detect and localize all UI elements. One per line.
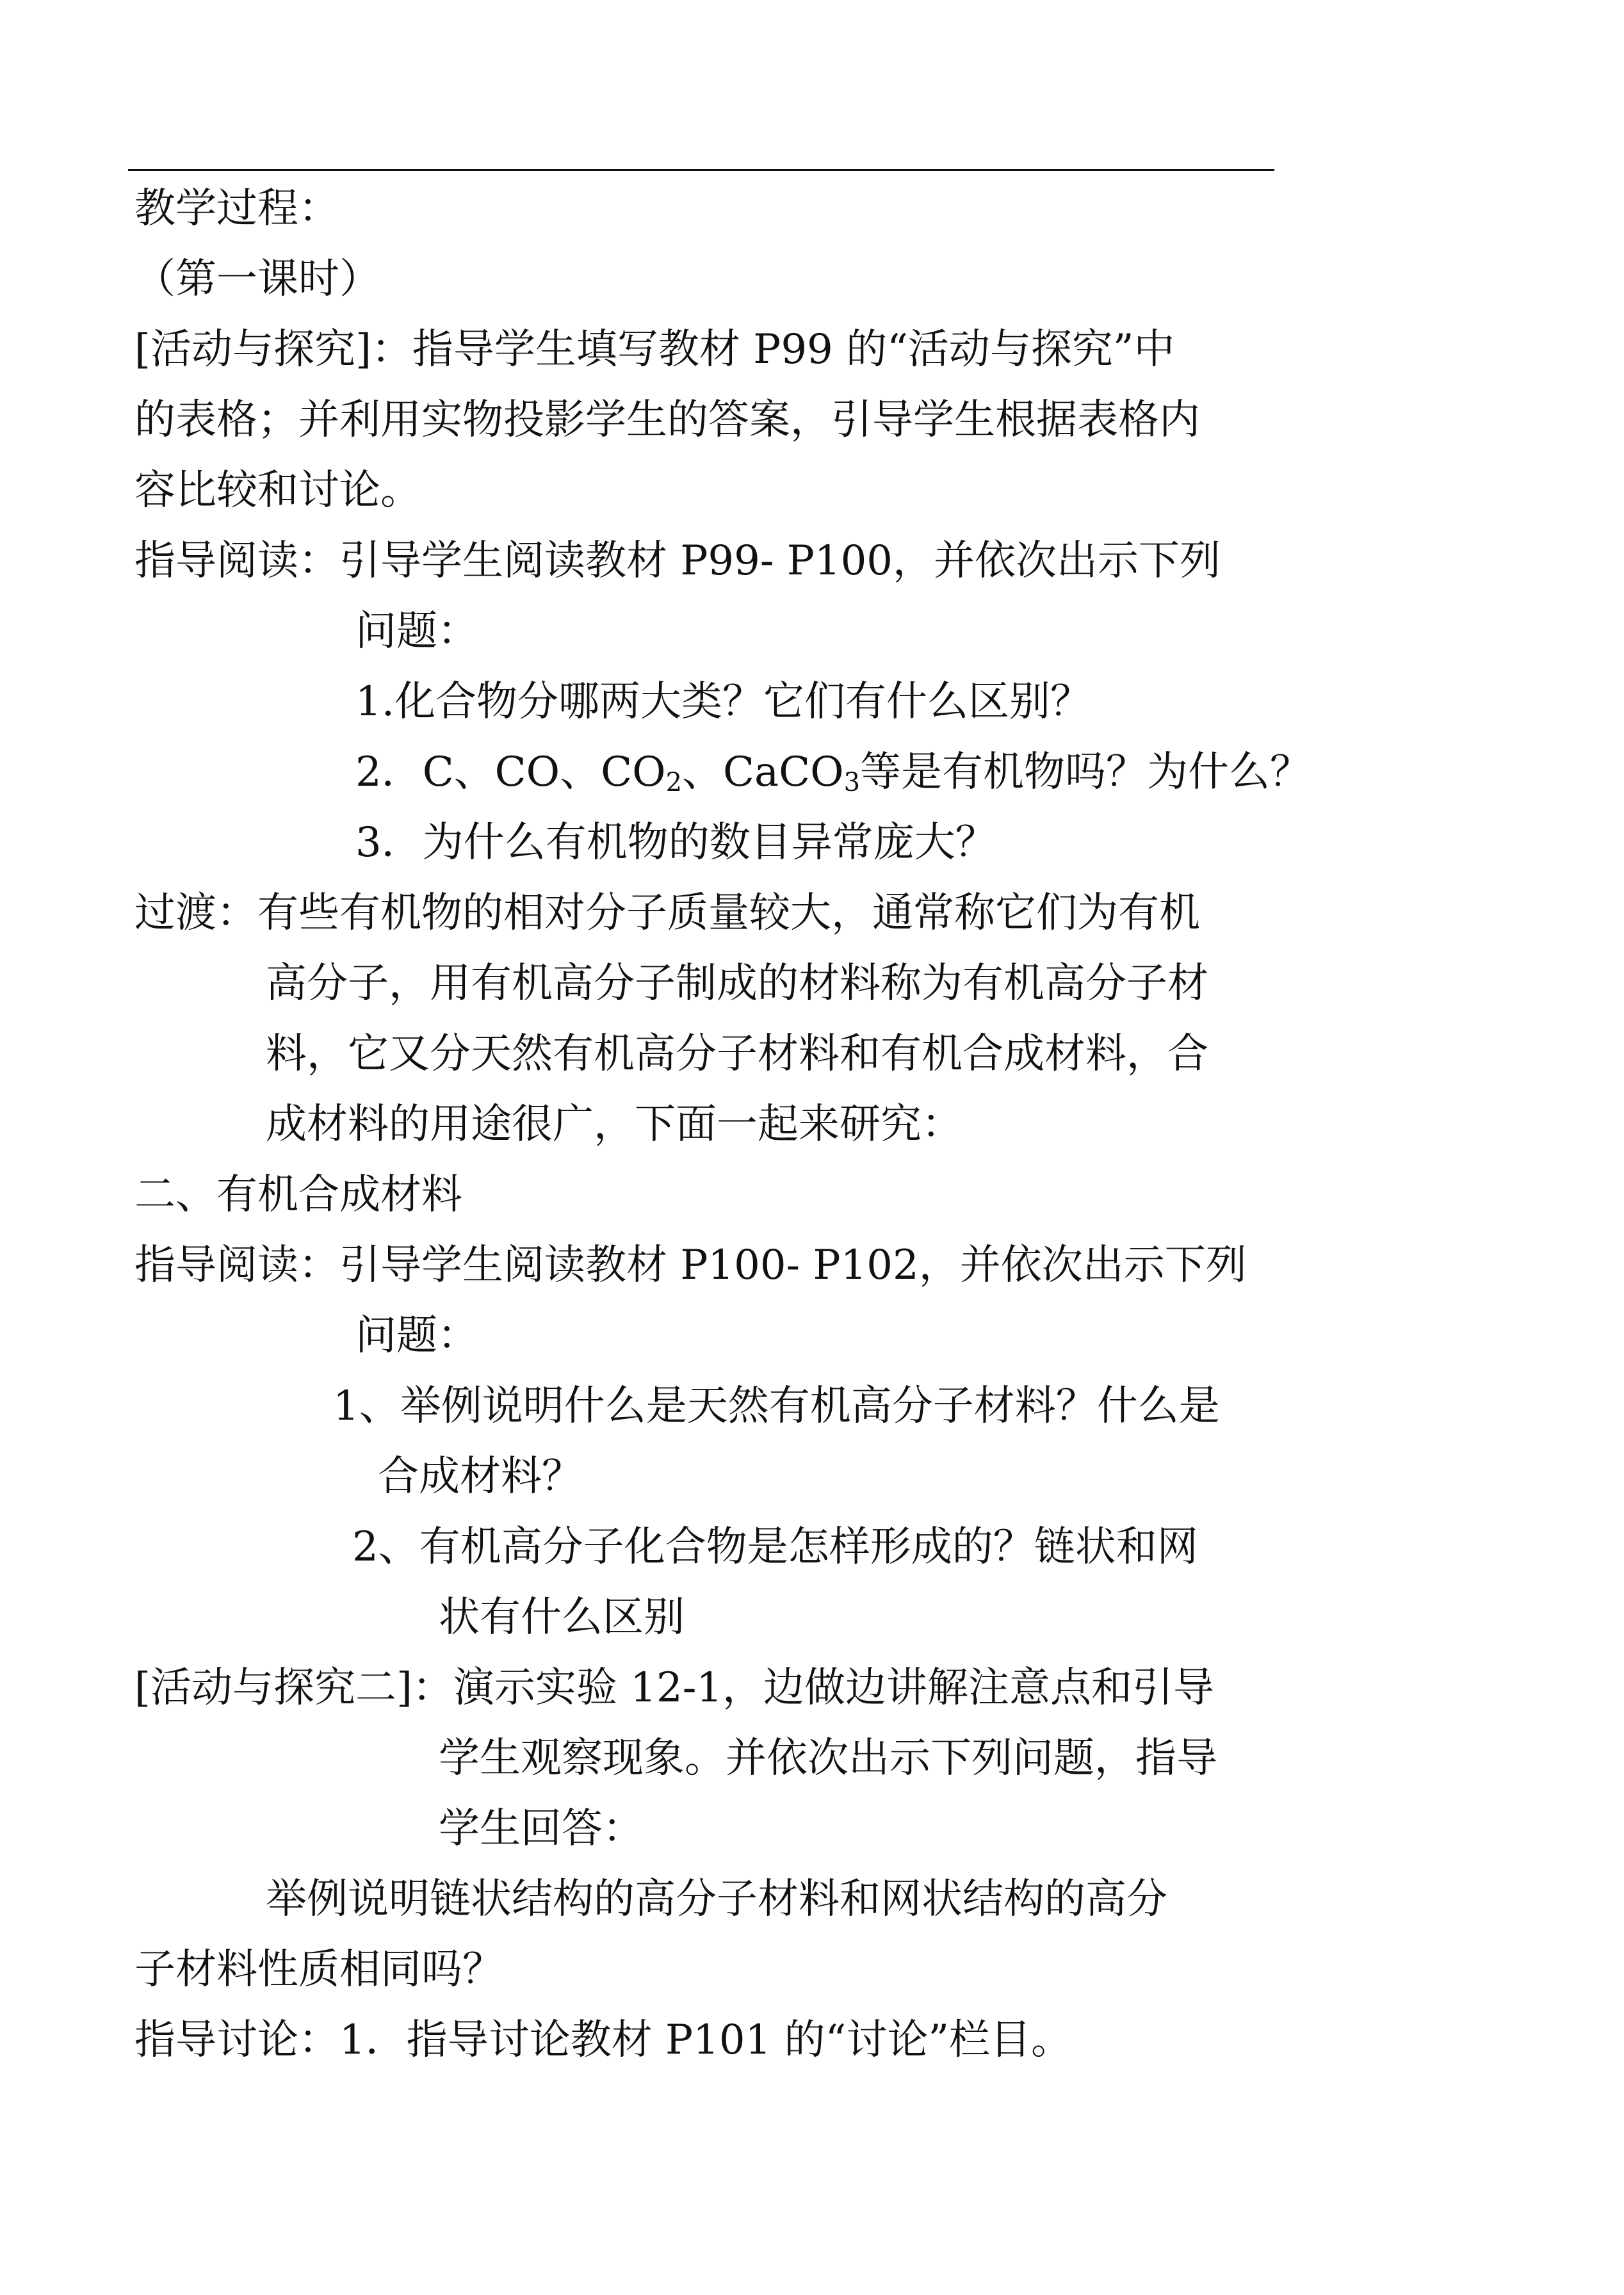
lesson-heading: 教学过程： xyxy=(134,185,339,232)
activity1-line3: 容比较和讨论。 xyxy=(134,467,421,514)
activity1-line1: [活动与探究]：指导学生填写教材 P99 的“活动与探究”中 xyxy=(134,326,1175,373)
reading1-line1: 指导阅读：引导学生阅读教材 P99- P100，并依次出示下列 xyxy=(134,537,1221,585)
question-line1: 举例说明链状结构的高分子材料和网状结构的高分 xyxy=(266,1876,1167,1923)
reading1-question-1: 1.化合物分哪两大类？它们有什么区别？ xyxy=(355,678,1092,726)
transition-line3: 料，它又分天然有机高分子材料和有机合成材料，合 xyxy=(266,1030,1208,1078)
q2-suffix: 等是有机物吗？为什么？ xyxy=(860,749,1311,796)
activity2-line1: [活动与探究二]：演示实验 12-1，边做边讲解注意点和引导 xyxy=(134,1664,1215,1712)
reading2-question-2-line2: 状有什么区别 xyxy=(439,1594,685,1641)
session-label: （第一课时） xyxy=(134,255,380,303)
activity2-line3: 学生回答： xyxy=(439,1805,644,1853)
reading1-question-3: 3．为什么有机物的数目异常庞大？ xyxy=(355,819,996,866)
reading2-question-2-line1: 2、有机高分子化合物是怎样形成的？链状和网 xyxy=(352,1523,1198,1571)
transition-line2: 高分子，用有机高分子制成的材料称为有机高分子材 xyxy=(266,960,1208,1007)
reading2-question-1-line1: 1、举例说明什么是天然有机高分子材料？什么是 xyxy=(333,1383,1220,1430)
section2-title: 二、有机合成材料 xyxy=(134,1171,462,1219)
q2-prefix: 2．C、CO、CO xyxy=(355,749,666,796)
q2-subscript-2: 3 xyxy=(843,768,861,797)
header-rule xyxy=(128,169,1274,171)
activity1-line2: 的表格；并利用实物投影学生的答案，引导学生根据表格内 xyxy=(134,396,1200,444)
q2-subscript-1: 2 xyxy=(665,768,683,797)
q2-mid: 、CaCO xyxy=(682,749,844,796)
reading1-line2: 问题： xyxy=(355,608,478,655)
question-line2: 子材料性质相同吗？ xyxy=(134,1946,503,1993)
reading2-question-1-line2: 合成材料？ xyxy=(378,1453,583,1500)
transition-line4: 成材料的用途很广，下面一起来研究： xyxy=(266,1101,962,1148)
reading2-line1: 指导阅读：引导学生阅读教材 P100- P102，并依次出示下列 xyxy=(134,1242,1247,1289)
reading1-question-2 xyxy=(355,747,1311,798)
transition-line1: 过渡：有些有机物的相对分子质量较大，通常称它们为有机 xyxy=(134,889,1200,937)
reading2-line2: 问题： xyxy=(355,1312,478,1359)
activity2-line2: 学生观察现象。并依次出示下列问题，指导 xyxy=(439,1735,1217,1782)
discussion-line1: 指导讨论：1．指导讨论教材 P101 的“讨论”栏目。 xyxy=(134,2016,1073,2064)
